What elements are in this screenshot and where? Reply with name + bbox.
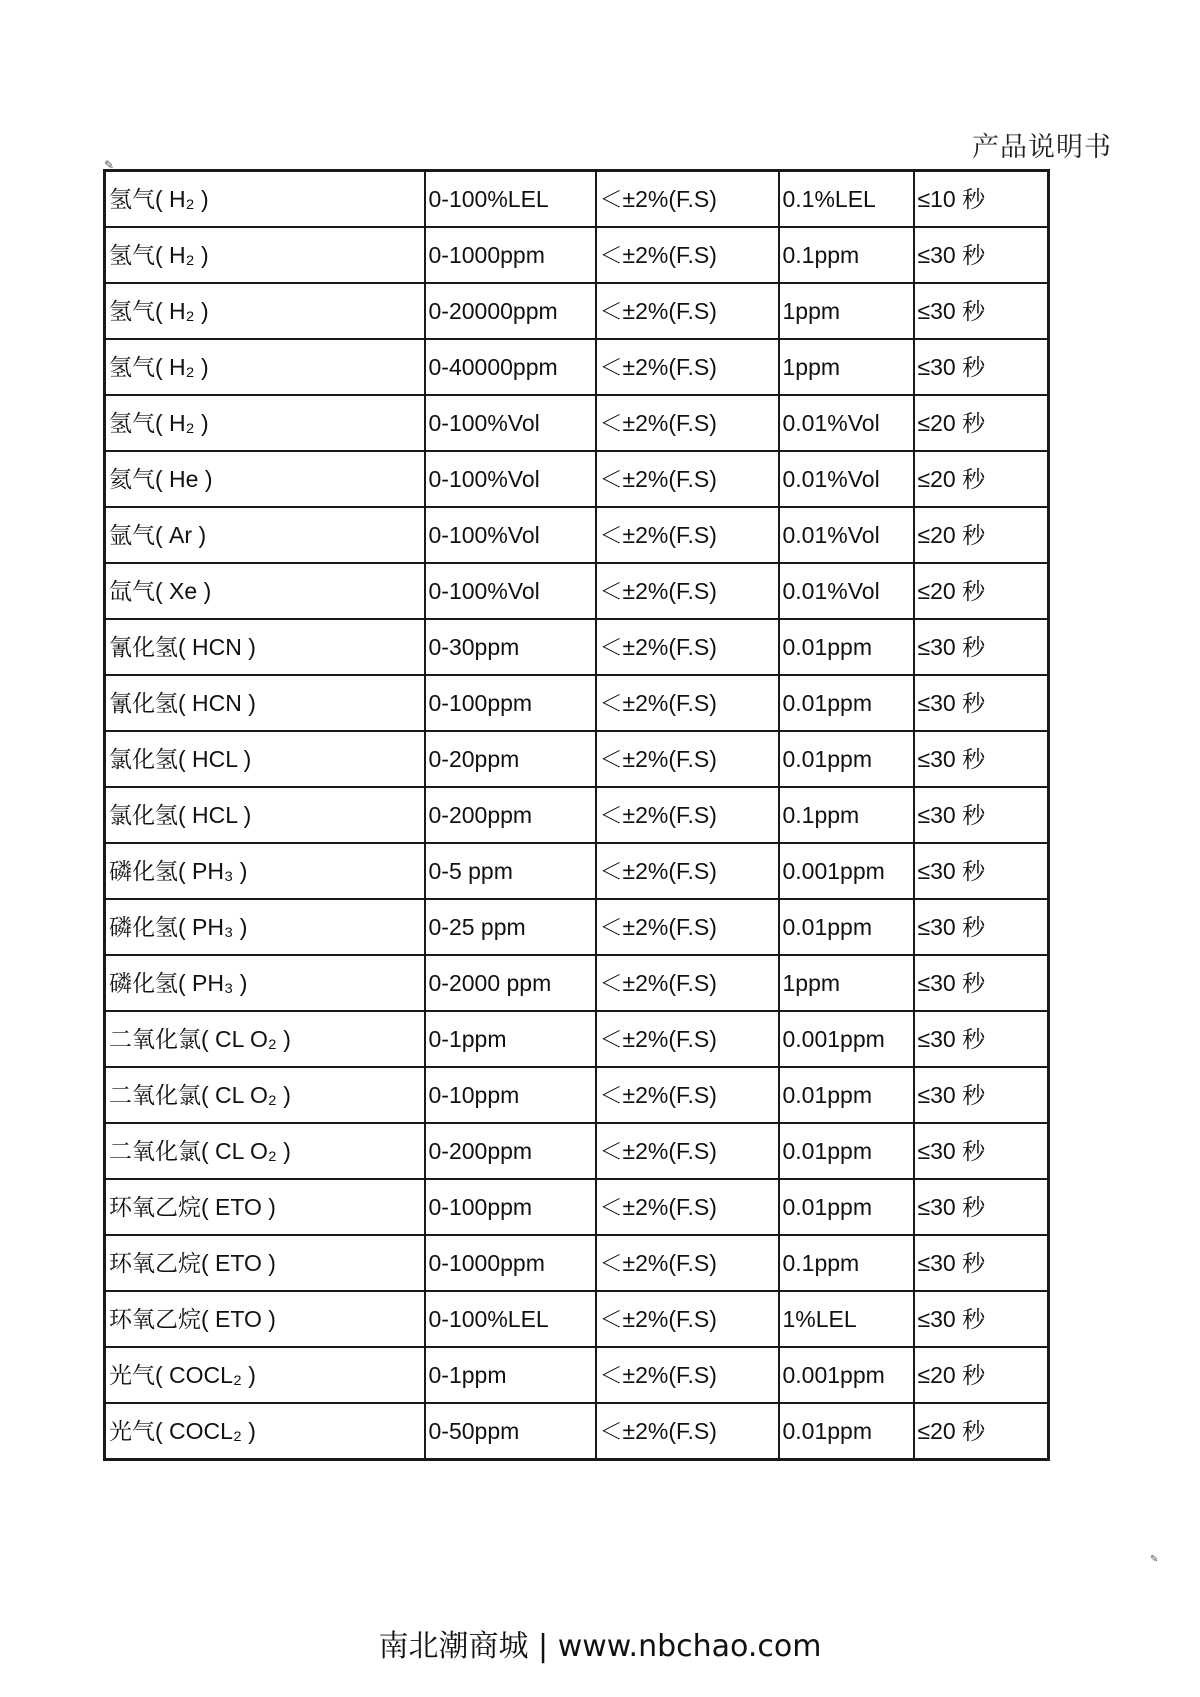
response-time-cell: ≤20 秒 [914,1347,1049,1403]
response-time-cell: ≤30 秒 [914,283,1049,339]
response-time-cell: ≤20 秒 [914,563,1049,619]
range-cell: 0-30ppm [425,619,596,675]
accuracy-cell: ＜±2%(F.S) [596,1123,779,1179]
accuracy-cell: ＜±2%(F.S) [596,1235,779,1291]
accuracy-cell: ＜±2%(F.S) [596,395,779,451]
gas-name-cell: 环氧乙烷( ETO ) [105,1235,425,1291]
response-time-cell: ≤30 秒 [914,1123,1049,1179]
accuracy-cell: ＜±2%(F.S) [596,843,779,899]
response-time-cell: ≤20 秒 [914,1403,1049,1460]
accuracy-cell: ＜±2%(F.S) [596,787,779,843]
gas-name-cell: 氦气( He ) [105,451,425,507]
page-header-title: 产品说明书 [972,132,1112,163]
response-time-cell: ≤20 秒 [914,507,1049,563]
resolution-cell: 0.1ppm [779,1235,914,1291]
resolution-cell: 1ppm [779,339,914,395]
resolution-cell: 0.01%Vol [779,507,914,563]
response-time-cell: ≤30 秒 [914,843,1049,899]
range-cell: 0-100%Vol [425,507,596,563]
resolution-cell: 1%LEL [779,1291,914,1347]
resolution-cell: 0.01ppm [779,899,914,955]
range-cell: 0-1ppm [425,1011,596,1067]
accuracy-cell: ＜±2%(F.S) [596,619,779,675]
range-cell: 0-100ppm [425,675,596,731]
accuracy-cell: ＜±2%(F.S) [596,171,779,228]
range-cell: 0-5 ppm [425,843,596,899]
resolution-cell: 0.01ppm [779,1123,914,1179]
table-row [105,227,1049,283]
accuracy-cell: ＜±2%(F.S) [596,283,779,339]
range-cell: 0-1000ppm [425,1235,596,1291]
table-row [105,843,1049,899]
edit-mark-icon: ✎ [104,158,115,172]
table-row [105,563,1049,619]
table-row [105,1291,1049,1347]
range-cell: 0-25 ppm [425,899,596,955]
response-time-cell: ≤30 秒 [914,1291,1049,1347]
accuracy-cell: ＜±2%(F.S) [596,1403,779,1460]
accuracy-cell: ＜±2%(F.S) [596,1347,779,1403]
response-time-cell: ≤30 秒 [914,619,1049,675]
gas-name-cell: 氢气( H₂ ) [105,171,425,228]
table-row [105,1347,1049,1403]
response-time-cell: ≤30 秒 [914,1067,1049,1123]
table-body [105,171,1049,1460]
table-row [105,451,1049,507]
table-row [105,619,1049,675]
resolution-cell: 0.001ppm [779,1347,914,1403]
response-time-cell: ≤30 秒 [914,675,1049,731]
range-cell: 0-40000ppm [425,339,596,395]
accuracy-cell: ＜±2%(F.S) [596,1291,779,1347]
table-row [105,1235,1049,1291]
accuracy-cell: ＜±2%(F.S) [596,563,779,619]
table-row [105,1403,1049,1460]
table-row [105,899,1049,955]
range-cell: 0-20ppm [425,731,596,787]
response-time-cell: ≤30 秒 [914,227,1049,283]
resolution-cell: 0.01ppm [779,619,914,675]
table-row [105,339,1049,395]
gas-name-cell: 二氧化氯( CL O₂ ) [105,1067,425,1123]
range-cell: 0-100%LEL [425,171,596,228]
range-cell: 0-100ppm [425,1179,596,1235]
resolution-cell: 0.01ppm [779,1067,914,1123]
range-cell: 0-50ppm [425,1403,596,1460]
range-cell: 0-2000 ppm [425,955,596,1011]
resolution-cell: 0.01ppm [779,1179,914,1235]
resolution-cell: 0.1%LEL [779,171,914,228]
gas-name-cell: 环氧乙烷( ETO ) [105,1179,425,1235]
accuracy-cell: ＜±2%(F.S) [596,731,779,787]
gas-name-cell: 磷化氢( PH₃ ) [105,899,425,955]
response-time-cell: ≤20 秒 [914,395,1049,451]
table-row [105,1067,1049,1123]
table-row [105,1179,1049,1235]
range-cell: 0-1000ppm [425,227,596,283]
accuracy-cell: ＜±2%(F.S) [596,451,779,507]
table-row [105,731,1049,787]
gas-name-cell: 光气( COCL₂ ) [105,1403,425,1460]
resolution-cell: 0.001ppm [779,1011,914,1067]
gas-name-cell: 二氧化氯( CL O₂ ) [105,1011,425,1067]
gas-name-cell: 磷化氢( PH₃ ) [105,955,425,1011]
response-time-cell: ≤30 秒 [914,339,1049,395]
response-time-cell: ≤30 秒 [914,899,1049,955]
gas-name-cell: 氰化氢( HCN ) [105,675,425,731]
gas-name-cell: 氢气( H₂ ) [105,283,425,339]
table-row [105,1011,1049,1067]
gas-name-cell: 环氧乙烷( ETO ) [105,1291,425,1347]
resolution-cell: 0.01ppm [779,731,914,787]
table-row [105,283,1049,339]
table-row [105,507,1049,563]
response-time-cell: ≤30 秒 [914,787,1049,843]
accuracy-cell: ＜±2%(F.S) [596,899,779,955]
gas-name-cell: 氢气( H₂ ) [105,339,425,395]
accuracy-cell: ＜±2%(F.S) [596,507,779,563]
resolution-cell: 0.01ppm [779,675,914,731]
accuracy-cell: ＜±2%(F.S) [596,1011,779,1067]
response-time-cell: ≤20 秒 [914,451,1049,507]
gas-name-cell: 氩气( Ar ) [105,507,425,563]
gas-name-cell: 氙气( Xe ) [105,563,425,619]
gas-name-cell: 氢气( H₂ ) [105,227,425,283]
accuracy-cell: ＜±2%(F.S) [596,1067,779,1123]
response-time-cell: ≤30 秒 [914,1011,1049,1067]
gas-name-cell: 磷化氢( PH₃ ) [105,843,425,899]
resolution-cell: 0.1ppm [779,787,914,843]
resolution-cell: 0.01%Vol [779,395,914,451]
response-time-cell: ≤30 秒 [914,1235,1049,1291]
table-row [105,395,1049,451]
range-cell: 0-100%Vol [425,563,596,619]
resolution-cell: 0.01ppm [779,1403,914,1460]
range-cell: 0-100%LEL [425,1291,596,1347]
accuracy-cell: ＜±2%(F.S) [596,675,779,731]
edit-mark-icon: ✎ [1150,1554,1159,1565]
range-cell: 0-100%Vol [425,395,596,451]
range-cell: 0-200ppm [425,787,596,843]
resolution-cell: 1ppm [779,283,914,339]
response-time-cell: ≤10 秒 [914,171,1049,228]
accuracy-cell: ＜±2%(F.S) [596,227,779,283]
response-time-cell: ≤30 秒 [914,731,1049,787]
resolution-cell: 1ppm [779,955,914,1011]
gas-name-cell: 氯化氢( HCL ) [105,731,425,787]
table-row [105,1123,1049,1179]
gas-name-cell: 光气( COCL₂ ) [105,1347,425,1403]
range-cell: 0-200ppm [425,1123,596,1179]
range-cell: 0-100%Vol [425,451,596,507]
table-row [105,675,1049,731]
accuracy-cell: ＜±2%(F.S) [596,1179,779,1235]
gas-name-cell: 氰化氢( HCN ) [105,619,425,675]
resolution-cell: 0.01%Vol [779,563,914,619]
gas-spec-table [103,169,1050,1461]
range-cell: 0-10ppm [425,1067,596,1123]
range-cell: 0-1ppm [425,1347,596,1403]
gas-name-cell: 二氧化氯( CL O₂ ) [105,1123,425,1179]
resolution-cell: 0.001ppm [779,843,914,899]
gas-name-cell: 氯化氢( HCL ) [105,787,425,843]
response-time-cell: ≤30 秒 [914,1179,1049,1235]
resolution-cell: 0.01%Vol [779,451,914,507]
table-row [105,787,1049,843]
response-time-cell: ≤30 秒 [914,955,1049,1011]
table-row [105,171,1049,228]
footer-site-text: 南北潮商城 | www.nbchao.com [378,1629,822,1664]
gas-name-cell: 氢气( H₂ ) [105,395,425,451]
accuracy-cell: ＜±2%(F.S) [596,339,779,395]
table-row [105,955,1049,1011]
range-cell: 0-20000ppm [425,283,596,339]
resolution-cell: 0.1ppm [779,227,914,283]
accuracy-cell: ＜±2%(F.S) [596,955,779,1011]
